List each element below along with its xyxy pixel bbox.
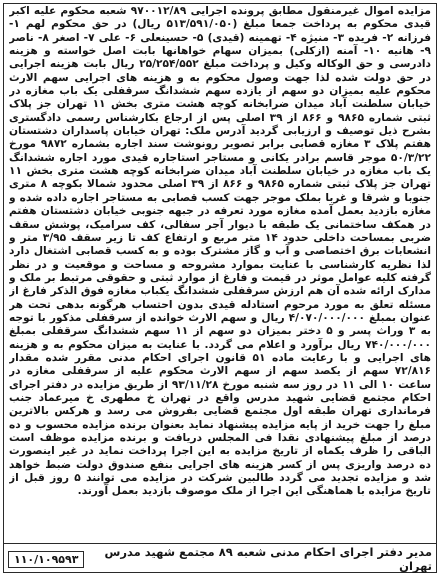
notice-paragraph: مزایده اموال غیرمنقول مطابق پرونده اجرایی ۹۷۰۰۱۲/۸۹ شعبه محکوم علیه اکبر قیدی محکوم به پرداخت جمعا مبلغ (۵۱۳/۵۹۱/۰۵۰ ریال) در حق محکوم لهم ۱- فرزانه ۲- فریده ۳- منیژه ۴- تهمینه (قیدی) ۵- حسینعلی ۶- علی ۷- اصغر ۸- ناصر ۹- هانیه ۱۰- آمنه (ازکلی) بمیزان سهام خواهانها بابت اصل خواسته و هزینه دادرسی و حق الوکاله وکیل و پرداخت مبلغ ۲۵/۲۵۴/۵۵۲ ریال بابت هزینه اجرایی در حق دولت شده لذا جهت وصول محکوم به و هزینه های اجرایی سهم الارث محکوم علیه بمیزان دو سهم از یازده سهم ششدانگ سرقفلی یک باب مغازه در خیابان سلطنت آباد میدان ضرابخانه کوچه هشت متری بخش ۱۱ تهران جز پلاک ثبتی شماره ۹۸۶۵ و ۸۶۶ از ۳۹ اصلی پس از ارجاع بکارشناس رسمی دادگستری بشرح ذیل توصیف و ارزیابی گردید آدرس ملک: تهران خیابان پاسداران دشتستان هفتم پلاک ۳ مغازه قصابی برابر تصویر رونوشت سند اجاره بشماره ۹۸۷۲ مورخ ۵۰/۳/۲۲ موجر قاسم برادر یکانی و مستاجر استاجاره قیدی مورد اجاره ششدانگ یک باب مغازه در خیابان سلطنت آباد میدان ضرابخانه کوچه هشت متری بخش ۱۱ تهران جز پلاک ثبتی شماره ۹۸۶۵ و ۸۶۶ از ۳۹ اصلی محدود شمالا بکوچه ۸ متری جنوبا و شرقا و غربا بملک موجر جهت کسب قصابی به مستاجر اجاره داده شده و مغازه بازدید بعمل آمده مغازه مورد تعرفه در جبهه جنوبی خیابان دشتستان هفتم در همکف ساختمانی یک طبقه با دیوار آجر سفالی، کف سرامیک، پوشش سقف ضربی بمساحت داخلی حدود ۱۴ متر مربع و ارتفاع کف تا زیر سقف ۳/۹۵ متر و انشعابات برق اختصاصی و آب و گاز مشترک بوده و به کسب قصابی اشتغال دارد لذا نظریه کارشناسی با عنایت بموارد مشروحه و مساحت و موقعیت و در نظر گرفته کلیه عوامل موثر در قیمت و فارغ از موارد ثبتی و حقوقی مرتبط بر ملک و مدارک ارائه شده آن هم ارزش سرقفلی ششدانگ یکباب مغازه فوق الذکر فارغ از مسئله تعلق به مورد مرحوم استادله قیدی بدون احتساب هرگونه بدهی تحت هر عنوان بمبلغ ۴/۰۷۰/۰۰۰/۰۰۰ ریال و سهم الارث خوانده از سرقفلی مذکور با توجه به ۳ وراث پسر و ۵ دختر بمیزان دو سهم از ۱۱ سهم ششدانگ سرقفلی بمبلغ ۷۴۰/۰۰۰/۰۰۰ ریال برآورد و اعلام می گردد. با عنایت به میزان محکوم به و هزینه های اجرایی و با رعایت ماده ۵۱ قانون اجرای احکام مدنی مقرر شده مقدار ۷۲/۸۱۶ سهم از یکصد سهم از سهم الارث محکوم علیه از سرقفلی مغازه در ساعت ۱۰ الی ۱۱ در روز سه شنبه مورخ ۹۳/۱۱/۲۸ از طریق مزایده در دفتر اجرای احکام مجتمع قضایی شهید مدرس واقع در تهران خ مطهری خ میرعماد جنب فرمانداری تهران طبقه اول مجتمع قضایی بفروش می رسد و هرکس بالاترین مبلغ را جهت خرید از پایه مزایده پیشنهاد نماید بعنوان برنده مزایده محسوب و ده درصد از مبلغ پیشنهادی نقدا فی المجلس دریافت و برنده مزایده موظف است الباقی را ظرف یکماه از تاریخ مزایده به این اجرا پرداخت نماید در غیر اینصورت ده درصد واریزی پس از کسر هزینه های اجرایی بنفع صندوق دولت ضبط خواهد شد و مزایده تجدید می گردد طالبین شرکت در مزایده می توانند ۵ روز قبل از تاریخ مزایده با هماهنگی این اجرا از ملک موصوف بازدید بعمل آورند. — [9, 5, 431, 498]
notice-footer — [8, 546, 432, 572]
footer-divider — [3, 543, 437, 544]
auction-notice-text — [9, 5, 431, 540]
signature-line: مدیر دفتر اجرای احکام مدنی شعبه ۸۹ مجتمع شهید مدرس تهران — [104, 545, 432, 573]
reference-number: ۱۱۰/۱۰۹۵۹۳ — [8, 551, 84, 568]
